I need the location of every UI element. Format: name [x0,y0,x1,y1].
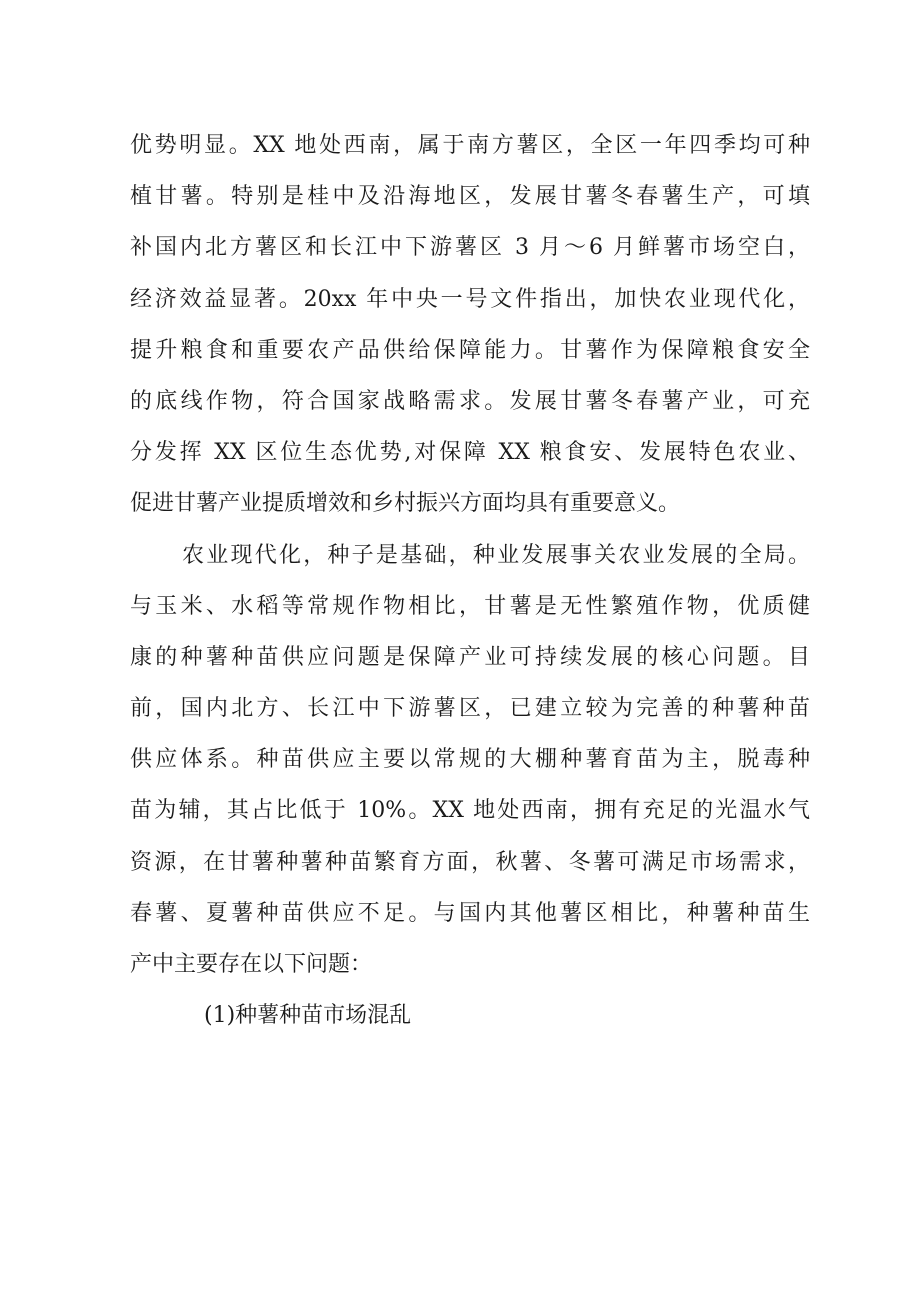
text-line: 农业现代化，种子是基础，种业发展事关农业发展的全局。 [182,542,810,568]
paragraph-1 [130,120,810,530]
text-line: 资源，在甘薯种薯种苗繁育方面，秋薯、冬薯可满足市场需求， [130,849,810,875]
text-line: 的底线作物，符合国家战略需求。发展甘薯冬春薯产业，可充 [130,388,810,414]
text-line: 分发挥 XX 区位生态优势,对保障 XX 粮食安、发展特色农业、 [130,440,810,466]
text-line: 与玉米、水稻等常规作物相比，甘薯是无性繁殖作物，优质健 [130,593,810,619]
text-line: 春薯、夏薯种苗供应不足。与国内其他薯区相比，种薯种苗生 [130,900,810,926]
text-line: 产中主要存在以下问题： [130,952,373,977]
document-body [130,120,810,1041]
text-line: 经济效益显著。20xx 年中央一号文件指出，加快农业现代化， [130,286,810,312]
text-line: 供应体系。种苗供应主要以常规的大棚种薯育苗为主，脱毒种 [130,747,810,773]
text-line: 补国内北方薯区和长江中下游薯区 3 月～6 月鲜薯市场空白， [130,235,810,261]
text-line: 优势明显。XX 地处西南，属于南方薯区，全区一年四季均可种 [130,133,810,158]
section-heading: (1)种薯种苗市场混乱 [204,1003,412,1029]
text-line: 植甘薯。特别是桂中及沿海地区，发展甘薯冬春薯生产，可填 [130,184,810,210]
text-line: 提升粮食和重要农产品供给保障能力。甘薯作为保障粮食安全 [130,337,810,363]
text-line: 康的种薯种苗供应问题是保障产业可持续发展的核心问题。目 [130,644,810,670]
text-line: 苗为辅，其占比低于 10%。XX 地处西南，拥有充足的光温水气 [130,798,810,824]
text-line: 促进甘薯产业提质增效和乡村振兴方面均具有重要意义。 [130,491,681,517]
text-line: 前，国内北方、长江中下游薯区，已建立较为完善的种薯种苗 [130,696,810,722]
paragraph-2 [130,530,810,991]
